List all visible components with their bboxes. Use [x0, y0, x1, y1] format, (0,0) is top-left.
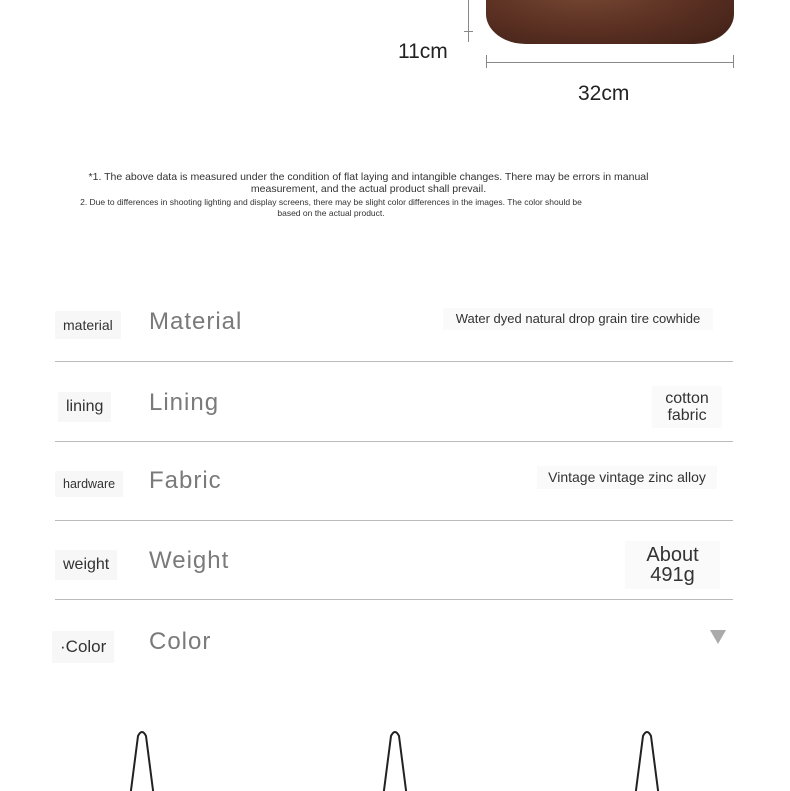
spec-tag-hardware: hardware — [55, 471, 123, 497]
bag-handle-image — [633, 728, 661, 791]
spec-tag-lining: lining — [58, 392, 111, 422]
row-divider — [55, 520, 733, 521]
spec-tag-color: ·Color — [52, 631, 114, 663]
spec-label-color: Color — [149, 628, 212, 655]
width-dimension-tick-left — [486, 55, 487, 68]
bag-photo — [486, 0, 734, 44]
spec-label-material: Material — [149, 308, 243, 335]
triangle-down-icon — [710, 630, 726, 644]
bag-handle-image — [128, 728, 156, 791]
measurement-note-2: 2. Due to differences in shooting lighting and display screens, there may be slight color differences in the images. The color should be based on the actual product. — [80, 197, 582, 218]
spec-label-lining: Lining — [149, 389, 220, 416]
measurement-note-1: *1. The above data is measured under the condition of flat laying and intangible changes. There may be errors in manual measurement, and the actual product shall prevail. — [88, 171, 649, 195]
spec-value-material: Water dyed natural drop grain tire cowhide — [443, 308, 713, 330]
row-divider — [55, 361, 733, 362]
spec-value-fabric: Vintage vintage zinc alloy — [537, 466, 717, 489]
spec-label-fabric: Fabric — [149, 467, 222, 494]
row-divider — [55, 441, 733, 442]
spec-tag-weight: weight — [55, 550, 117, 580]
width-dimension-label: 32cm — [578, 82, 630, 105]
width-dimension-tick-right — [733, 55, 734, 68]
height-dimension-label: 11cm — [398, 40, 448, 63]
height-dimension-line — [468, 0, 469, 42]
bag-handle-image — [381, 728, 409, 791]
row-divider — [55, 599, 733, 600]
product-image — [0, 0, 790, 120]
spec-tag-material: material — [55, 311, 121, 339]
spec-value-weight: About 491g — [625, 541, 720, 589]
width-dimension-line — [486, 62, 734, 63]
spec-label-weight: Weight — [149, 547, 230, 574]
spec-value-lining: cotton fabric — [652, 386, 722, 428]
height-dimension-tick — [464, 31, 473, 32]
